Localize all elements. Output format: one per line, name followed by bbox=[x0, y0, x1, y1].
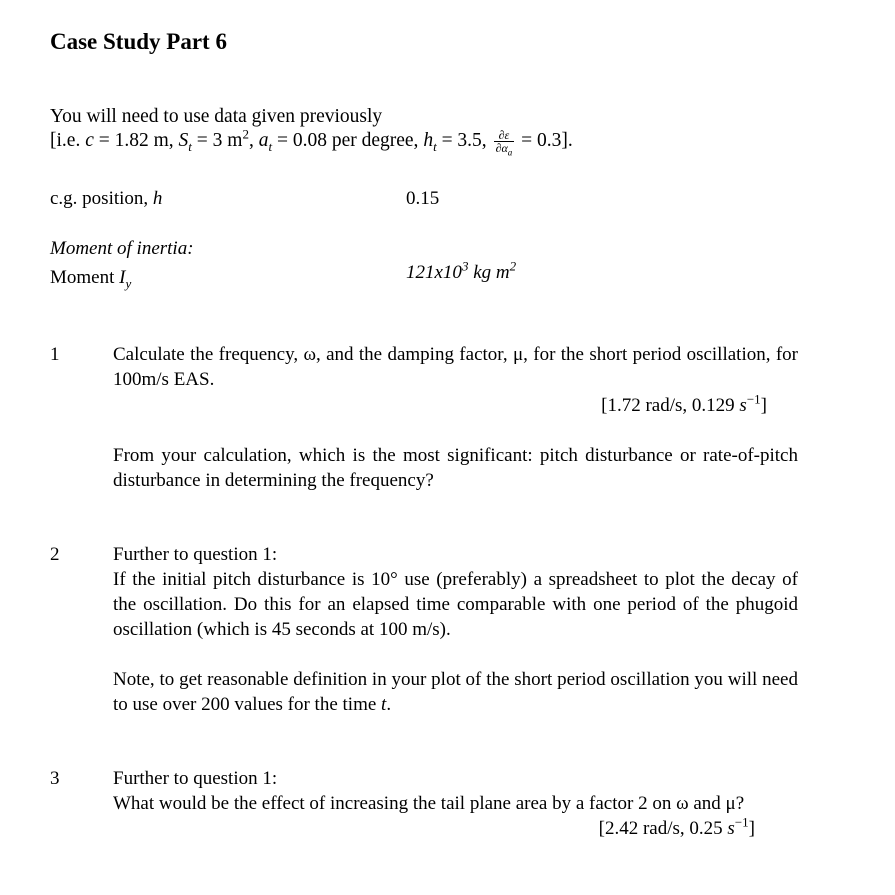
fraction-denominator-subscript: a bbox=[507, 147, 513, 158]
inertia-value: $121x10^3$ kg $m^2$ bbox=[406, 258, 517, 283]
bracket-open: [i.e. bbox=[50, 130, 81, 151]
inertia-symbol: I bbox=[119, 267, 126, 288]
answer-1-unit: s bbox=[739, 395, 747, 416]
answer-3-exponent: −1 bbox=[734, 814, 749, 830]
inertia-subscript: y bbox=[125, 275, 132, 291]
question-2-note: Note, to get reasonable definition in your plot of the short period oscillation you will need to use over 200 values for the time t. bbox=[113, 669, 798, 715]
fraction-numerator: ∂ε bbox=[494, 129, 515, 142]
question-number-1: 1 bbox=[50, 344, 60, 365]
fraction-denominator: $\partial\alpha_a$ bbox=[495, 141, 513, 158]
tail-arm-value: = 3.5, bbox=[436, 130, 487, 151]
lift-slope-value: = 0.08 per degree, bbox=[272, 130, 419, 151]
inertia-unit-exponent: 2 bbox=[509, 258, 517, 274]
cg-label: c.g. position, h bbox=[50, 188, 163, 209]
chord-value: = 1.82 m, bbox=[93, 130, 174, 151]
question-1-followup: From your calculation, which is the most significant: pitch disturbance or rate-of-pitch disturbance in determining the frequency? bbox=[113, 445, 798, 491]
question-2-intro: Further to question 1: bbox=[113, 544, 278, 565]
lift-slope-subscript: t bbox=[268, 138, 273, 154]
answer-3-unit: s bbox=[727, 818, 735, 839]
chord-symbol: c bbox=[85, 130, 94, 151]
question-3-intro: Further to question 1: bbox=[113, 768, 278, 789]
question-3-text: What would be the effect of increasing the tail plane area by a factor 2 on ω and μ? bbox=[113, 793, 745, 814]
inertia-unit: kg m bbox=[468, 262, 510, 283]
tail-arm-subscript: t bbox=[433, 138, 437, 154]
given-data-line: [i.e. c = 1.82 m, $S_t = 3$ $m^2$, $a_t = 0.08$ per degree, $h_t = 3.5$, $\frac{\partial\varepsilon}{\partial\alpha_a}$ = 0.3]. bbox=[50, 126, 573, 158]
downwash-fraction bbox=[494, 128, 515, 158]
tail-area-subscript: t bbox=[188, 138, 192, 154]
intro-line: You will need to use data given previously bbox=[50, 106, 383, 127]
answer-1-exponent: −1 bbox=[746, 391, 761, 407]
question-3-answer: [2.42 rad/s, 0.25 $s^{-1}$] bbox=[598, 814, 755, 839]
tail-area-value: = 3 m bbox=[191, 130, 243, 151]
downwash-value: = 0.3]. bbox=[516, 130, 573, 151]
tail-arm-symbol: h bbox=[423, 130, 434, 151]
time-symbol: t bbox=[381, 694, 387, 715]
question-number-2: 2 bbox=[50, 544, 60, 565]
tail-area-exponent: 2 bbox=[242, 126, 249, 142]
cg-value: 0.15 bbox=[406, 188, 440, 209]
question-1-answer: [1.72 rad/s, 0.129 $s^{-1}$] bbox=[601, 391, 767, 416]
inertia-exponent: 3 bbox=[461, 258, 469, 274]
question-2-text: If the initial pitch disturbance is 10° use (preferably) a spreadsheet to plot the decay of the oscillation. Do this for an elapsed time comparable with one period of the phugoid oscillation (which is 45 seconds at 100 m/s). bbox=[113, 569, 798, 640]
lift-slope-symbol: a bbox=[258, 130, 269, 151]
cg-symbol: h bbox=[152, 188, 163, 209]
inertia-label: Moment $I_y$ bbox=[50, 267, 132, 291]
question-1-text: Calculate the frequency, ω, and the damping factor, μ, for the short period oscillation, for 100m/s EAS. bbox=[113, 344, 798, 390]
question-number-3: 3 bbox=[50, 768, 60, 789]
tail-area-symbol: S bbox=[178, 130, 189, 151]
page-title: Case Study Part 6 bbox=[50, 29, 227, 54]
inertia-heading: Moment of inertia: bbox=[50, 238, 194, 259]
